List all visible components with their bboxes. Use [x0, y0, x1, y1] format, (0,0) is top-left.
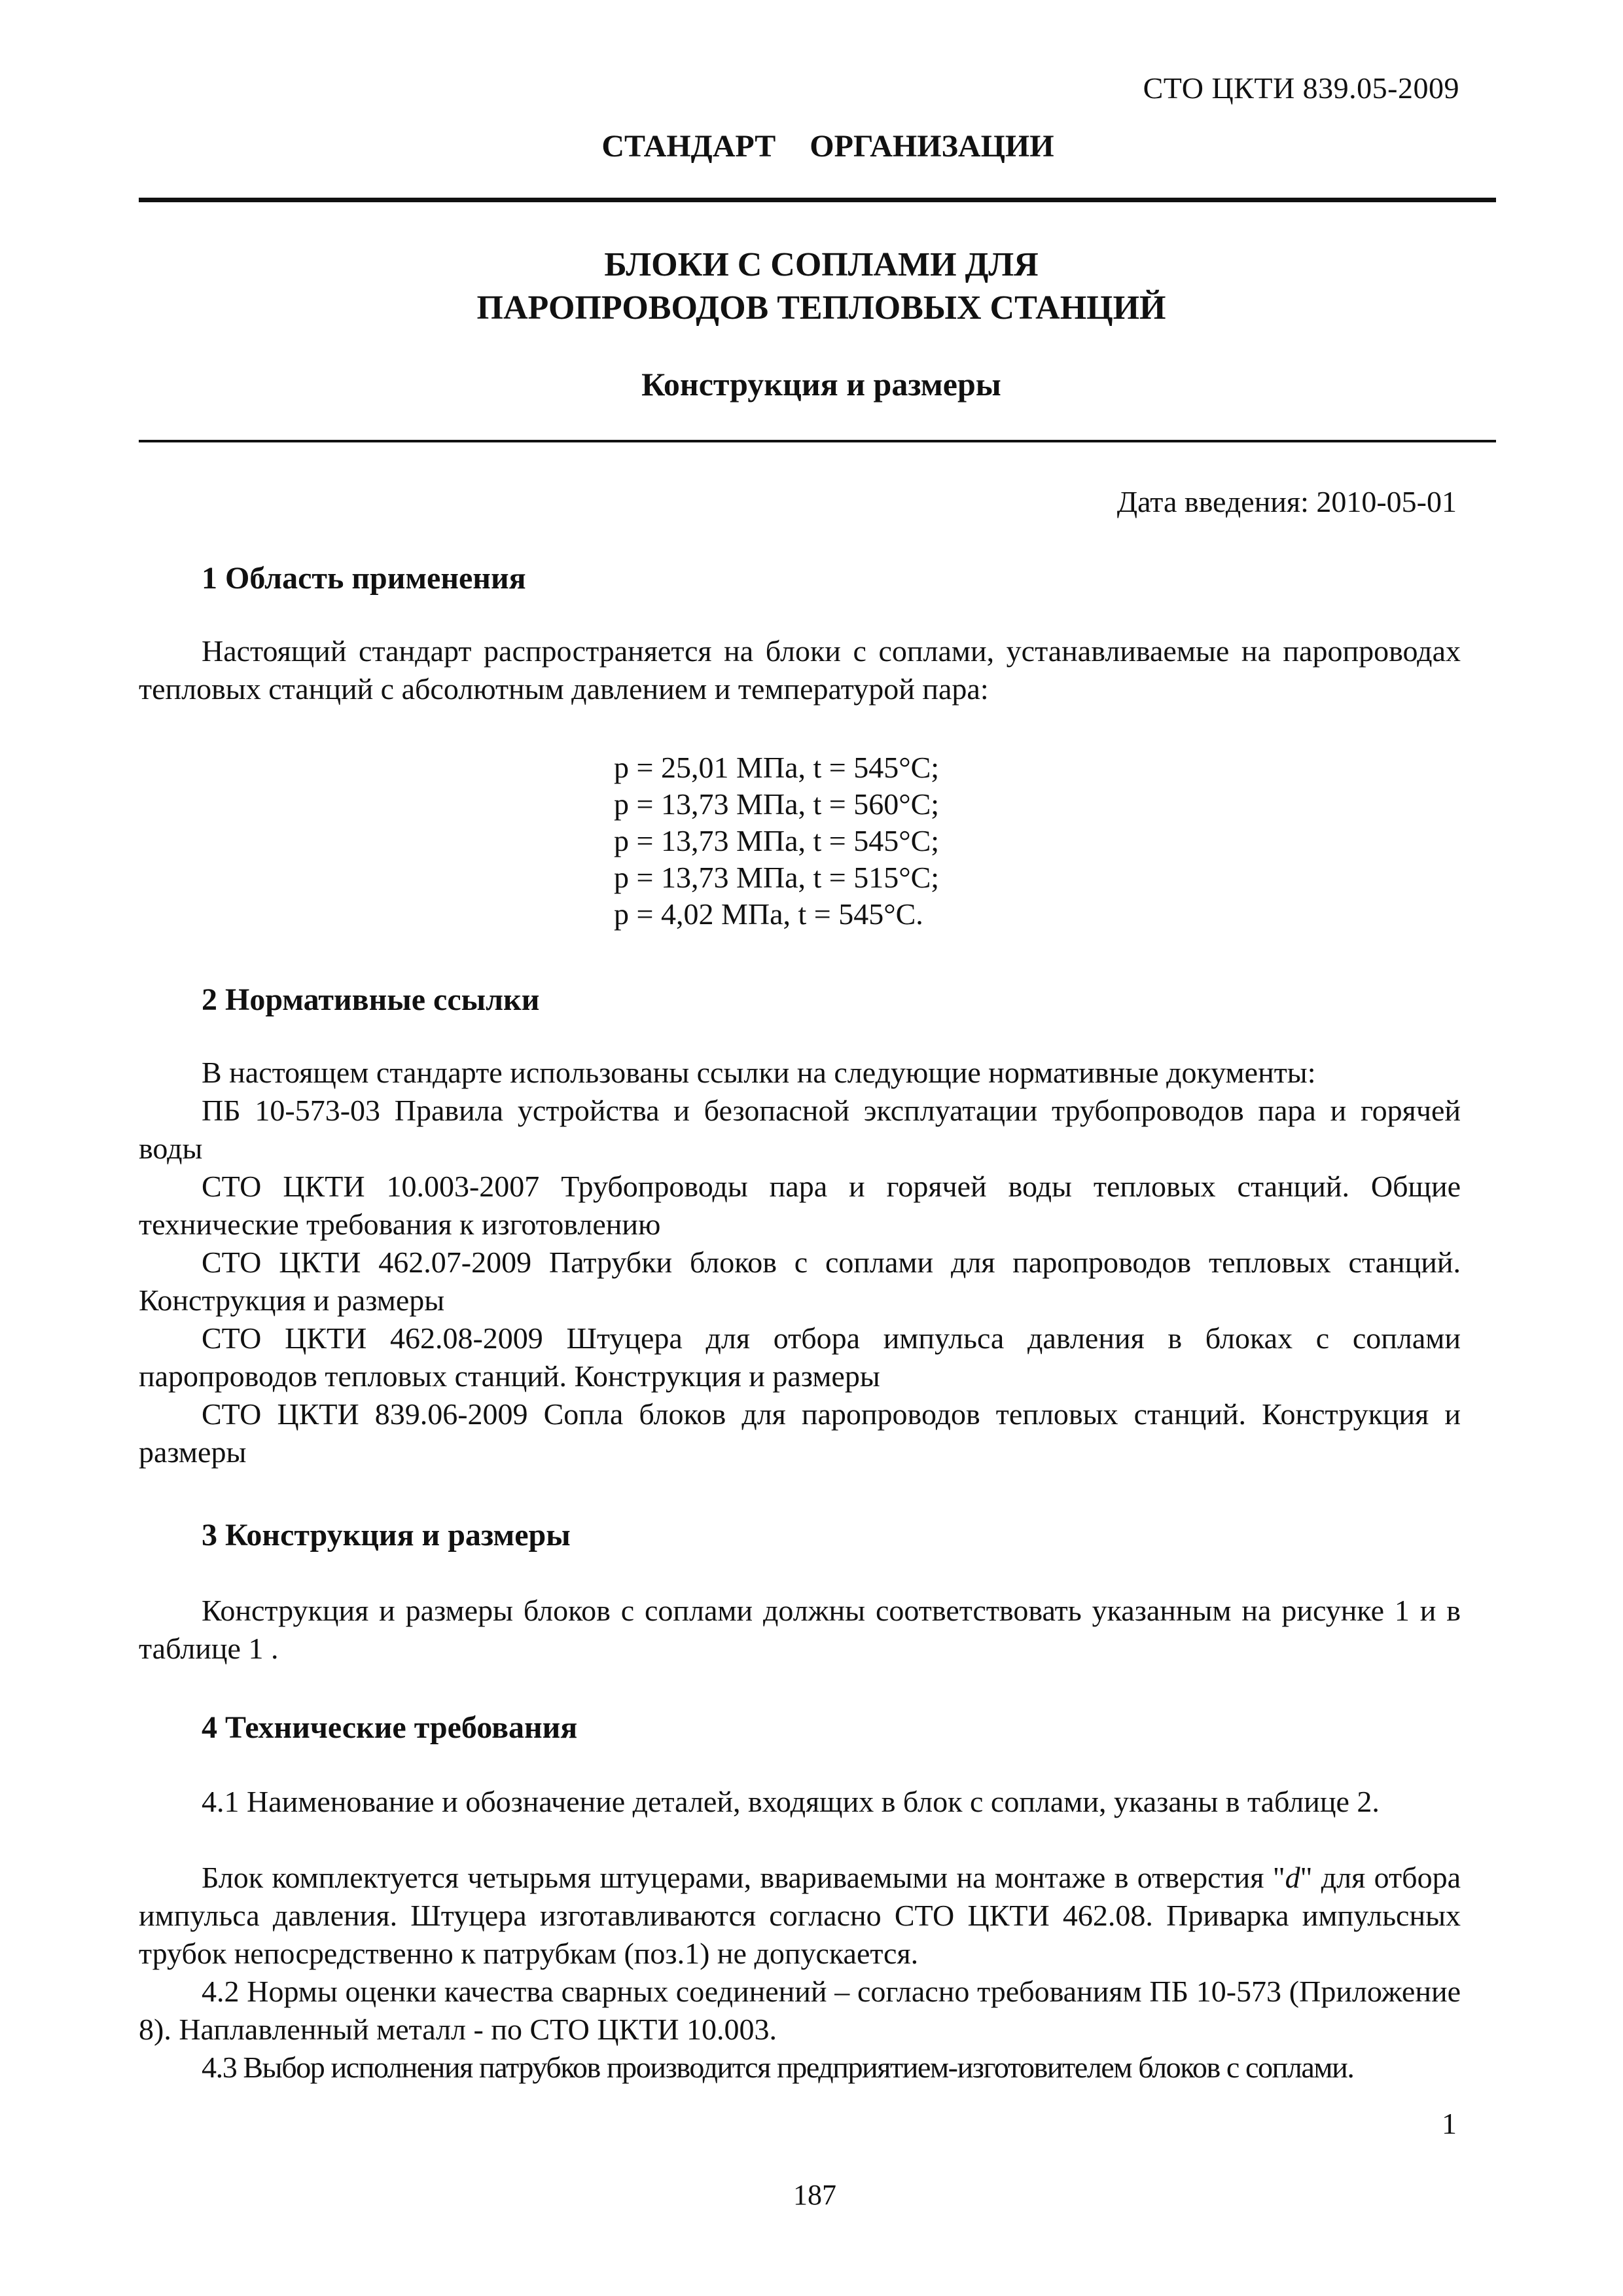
introduction-date: Дата введения: 2010-05-01 [1116, 485, 1457, 518]
document-code: СТО ЦКТИ 839.05-2009 [1143, 71, 1459, 105]
requirement-4-3: 4.3 Выбор исполнения патрубков производится предприятием-изготовителем блоков с соплами. [202, 2051, 1354, 2084]
requirement-text-part: Блок комплектуется четырьмя штуцерами, ввариваемыми на монтаже в отверстия " [202, 1861, 1285, 1894]
header-rule-thick [139, 198, 1496, 202]
reference-paragraph: В настоящем стандарте использованы ссылки на следующие нормативные документы: [202, 1056, 1316, 1089]
reference-paragraph: СТО ЦКТИ 839.06-2009 Сопла блоков для паропроводов тепловых станций. Конструкция и размеры [139, 1397, 1461, 1469]
document-title [0, 243, 1623, 330]
section-1-text: Настоящий стандарт распространяется на блоки с соплами, устанавливаемые на паропроводах тепловых станций с абсолютным давлением и температурой пара: [139, 634, 1461, 706]
header-rule-thin [139, 440, 1496, 442]
parameter-line: p = 4,02 МПа, t = 545°С. [614, 897, 923, 931]
requirement-4-2: 4.2 Нормы оценки качества сварных соединений – согласно требованиям ПБ 10-573 (Приложение 8). Наплавленный металл - по СТО ЦКТИ 10.003. [139, 1975, 1461, 2046]
requirement-fittings-paragraph [139, 1859, 1461, 1973]
parameter-line: p = 25,01 МПа, t = 545°С; [614, 751, 940, 784]
parameter-line: p = 13,73 МПа, t = 545°С; [614, 824, 940, 857]
reference-paragraph: СТО ЦКТИ 462.07-2009 Патрубки блоков с соплами для паропроводов тепловых станций. Конструкция и размеры [139, 1246, 1461, 1317]
requirement-text-part: " для отбора импульса давления. Штуцера изготавливаются согласно СТО ЦКТИ 462.08. Приварка импульсных трубок непосредственно к патрубкам (поз.1) не допускается. [139, 1861, 1461, 1970]
document-title-line2: ПАРОПРОВОДОВ ТЕПЛОВЫХ СТАНЦИЙ [476, 289, 1166, 327]
page-number: 1 [1442, 2107, 1457, 2140]
book-page-number: 187 [793, 2179, 836, 2211]
reference-paragraph: СТО ЦКТИ 10.003-2007 Трубопроводы пара и горячей воды тепловых станций. Общие технические требования к изготовлению [139, 1170, 1461, 1241]
parameter-list [614, 749, 939, 933]
parameter-line: p = 13,73 МПа, t = 515°С; [614, 861, 940, 894]
section-3-heading: 3 Конструкция и размеры [202, 1518, 571, 1552]
hole-variable: d [1285, 1861, 1300, 1894]
section-1-heading: 1 Область применения [202, 561, 526, 596]
requirement-4-1: 4.1 Наименование и обозначение деталей, входящих в блок с соплами, указаны в таблице 2. [202, 1785, 1380, 1818]
reference-paragraph: СТО ЦКТИ 462.08-2009 Штуцера для отбора импульса давления в блоках с соплами паропроводов тепловых станций. Конструкция и размеры [139, 1321, 1461, 1393]
reference-paragraph: ПБ 10-573-03 Правила устройства и безопасной эксплуатации трубопроводов пара и горячей воды [139, 1094, 1461, 1165]
document-subtitle: Конструкция и размеры [641, 366, 1001, 403]
organization-standard-title: СТАНДАРТ ОРГАНИЗАЦИИ [601, 129, 1054, 164]
section-3-text: Конструкция и размеры блоков с соплами должны соответствовать указанным на рисунке 1 и в таблице 1 . [139, 1594, 1461, 1665]
document-title-line1: БЛОКИ С СОПЛАМИ ДЛЯ [604, 246, 1039, 283]
parameter-line: p = 13,73 МПа, t = 560°С; [614, 787, 940, 821]
section-2-heading: 2 Нормативные ссылки [202, 982, 540, 1017]
section-4-heading: 4 Технические требования [202, 1710, 578, 1745]
